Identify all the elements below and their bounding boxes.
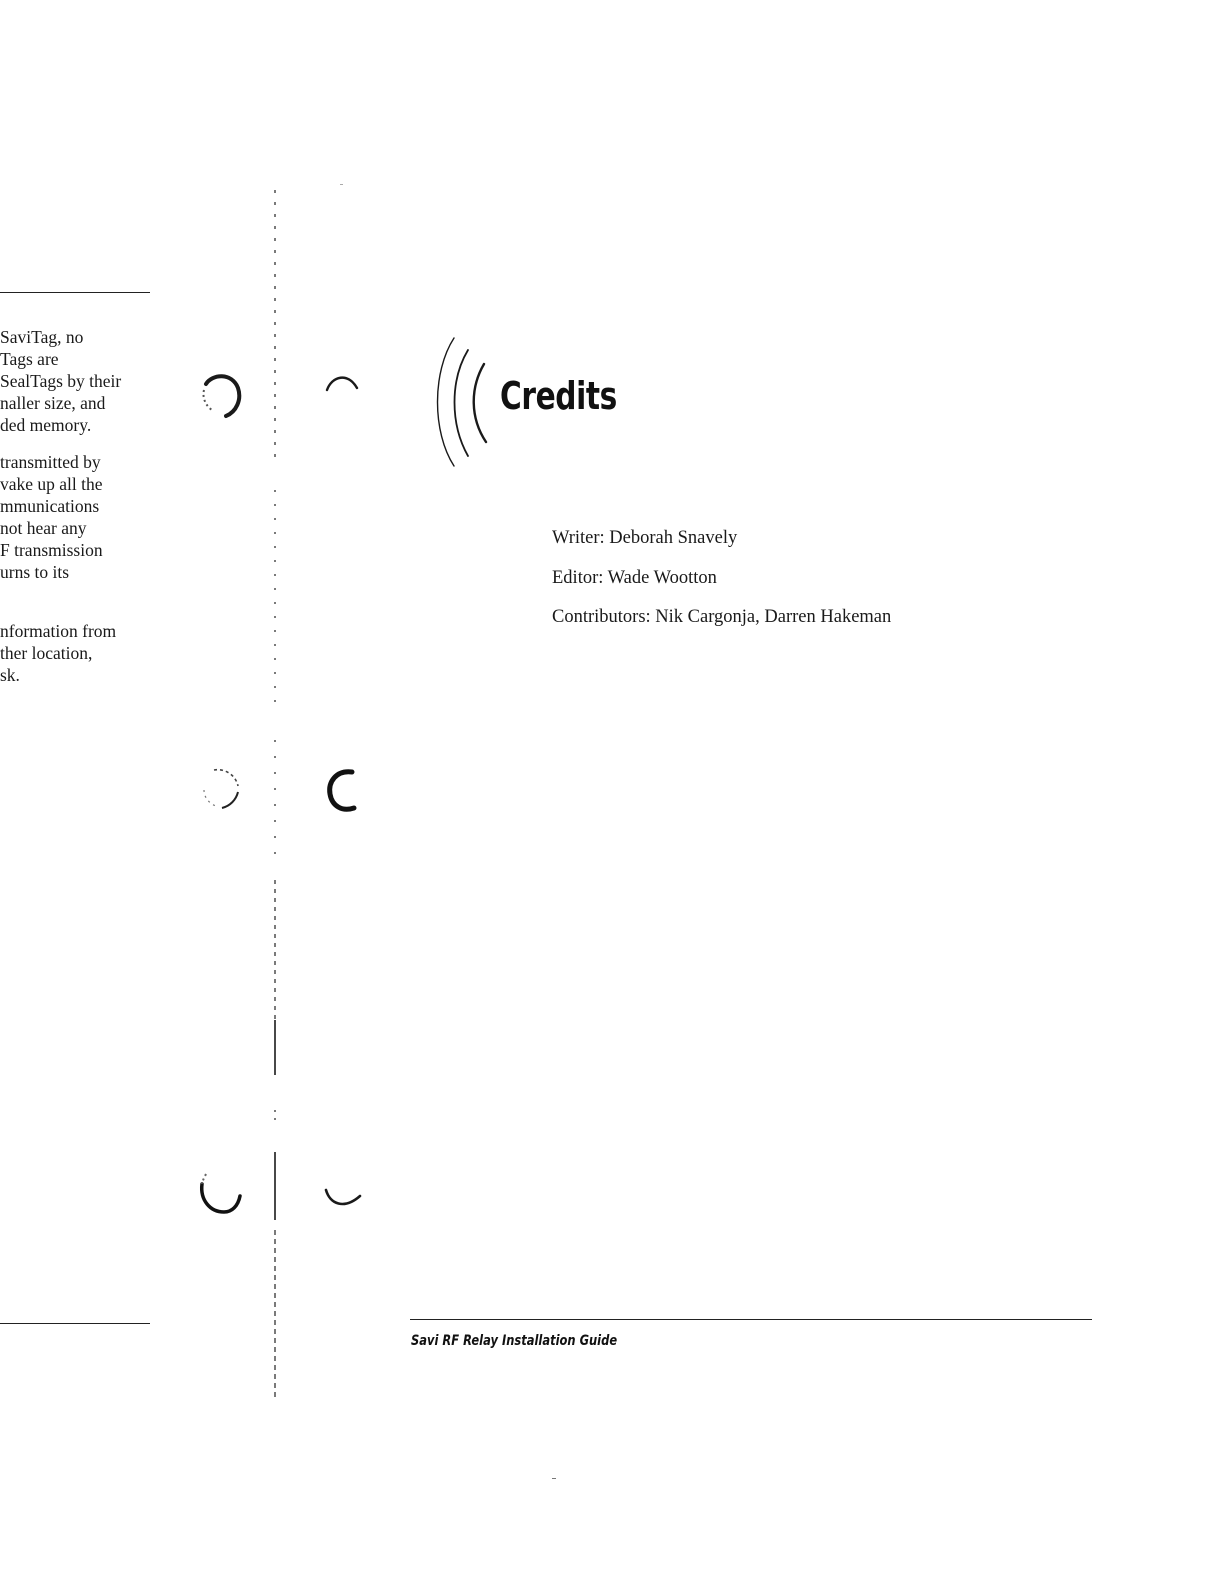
punch-hole-mark [322, 1180, 366, 1214]
left-page-line: naller size, and [0, 393, 106, 413]
footer-rule [410, 1319, 1092, 1320]
left-page-line: sk. [0, 665, 20, 685]
scan-speck [340, 184, 343, 185]
left-page-bottom-rule [0, 1323, 150, 1324]
left-page-line: urns to its [0, 562, 70, 582]
left-page-line: vake up all the [0, 474, 103, 494]
scan-speck [552, 1478, 556, 1479]
left-page-line: F transmission [0, 540, 103, 560]
punch-hole-mark [196, 370, 248, 422]
left-page-line: SaviTag, no [0, 327, 84, 347]
left-page-paragraph-2 [0, 451, 160, 583]
left-page-line: ded memory. [0, 415, 92, 435]
radio-wave-icon [430, 332, 502, 472]
left-page-line: ther location, [0, 643, 93, 663]
footer-guide-title: Savi RF Relay Installation Guide [411, 1333, 618, 1349]
credit-editor: Editor: Wade Wootton [552, 568, 717, 588]
binding-spine [268, 190, 284, 1400]
punch-hole-mark [196, 1166, 248, 1218]
credit-contributors: Contributors: Nik Cargonja, Darren Hakeman [552, 607, 892, 627]
left-page-line: Tags are [0, 349, 59, 369]
punch-hole-mark [196, 762, 248, 814]
credit-writer: Writer: Deborah Snavely [552, 528, 738, 548]
page-title: Credits [500, 374, 617, 418]
left-page-line: SealTags by their [0, 371, 122, 391]
left-page-line: nformation from [0, 621, 117, 641]
left-page-line: mmunications [0, 496, 100, 516]
left-page-paragraph-3 [0, 620, 160, 686]
left-page-line: transmitted by [0, 452, 101, 472]
left-page-top-rule [0, 292, 150, 293]
left-page-line: not hear any [0, 518, 87, 538]
left-page-paragraph-1 [0, 326, 160, 436]
punch-hole-mark [322, 368, 362, 398]
punch-hole-mark [322, 764, 366, 816]
